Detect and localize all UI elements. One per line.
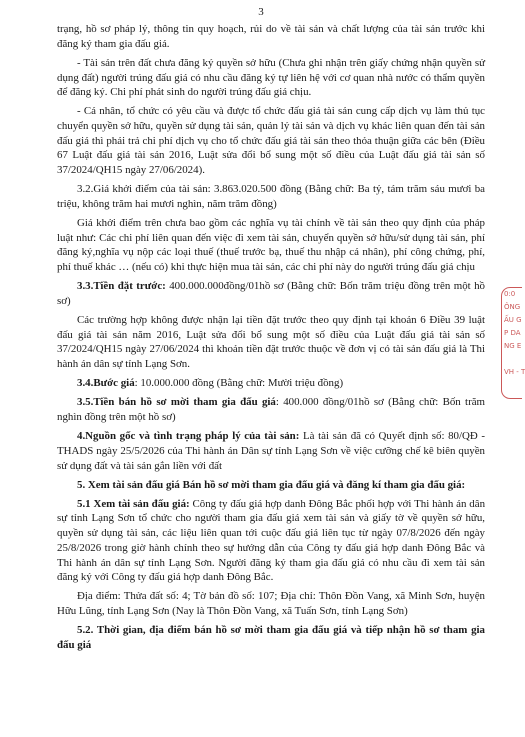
location-paragraph: Địa điểm: Thửa đất số: 4; Tờ bản đồ số: 107; Địa chỉ: Thôn Đồn Vang, xã Minh Sơn, huyện Hữu Lũng, tỉnh Lạng Sơn (Nay là Thôn Đồn Vang, xã Tuấn Sơn, tỉnh Lạng Sơn) xyxy=(57,590,485,617)
starting-price-paragraph: 3.2.Giá khởi điểm của tài sản: 3.863.020.500 đồng (Bằng chữ: Ba tỷ, tám trăm sáu mươi ba triệu, không trăm hai mươi nghìn, năm trăm đồng) xyxy=(57,183,485,210)
section-heading: 5.2. Thời gian, địa điểm bán hồ sơ mời tham gia đấu giá và tiếp nhận hồ sơ tham gia đấu giá xyxy=(57,624,485,651)
deposit-paragraph: 3.3.Tiền đặt trước: 400.000.000đồng/01hồ sơ (Bằng chữ: Bốn trăm triệu đồng trên một hồ sơ) xyxy=(57,280,485,307)
section-heading: 5. Xem tài sản đấu giá Bán hồ sơ mời tham gia đấu giá và đăng kí tham gia đấu giá: xyxy=(77,478,466,491)
page-number: 3 xyxy=(258,6,264,18)
paragraph: Các trường hợp không được nhận lại tiền đặt trước theo quy định tại khoản 6 Điều 39 luật đấu giá tài sản năm 2016, Luật sửa đổi bổ sung một số điều của Luật đấu giá tài sản số 37/2024/QH15 ngày 27/06/2024 thì khoản tiền đặt trước thuộc về đơn vị có tài sản đấu giá là Thi hành án dân sự tỉnh Lạng Sơn. xyxy=(57,314,485,371)
paragraph: trạng, hồ sơ pháp lý, thông tin quy hoạch, rủi do về tài sản và chất lượng của tài sản trước khi đăng ký tham gia đấu giá. xyxy=(57,23,485,50)
viewing-paragraph: 5.1 Xem tài sản đấu giá: Công ty đấu giá hợp danh Đông Bắc phối hợp với Thi hành án dân sự tỉnh Lạng Sơn tổ chức cho người tham gia đấu giá xem tài sản và giấy tờ về quyền sở hữu, quyền sử dụng tài sản, các liệu liên quan tới cuộc đấu giá liên tục từ ngày 07/8/2026 đến ngày 25/8/2026 trong giờ hành chính theo sự hướng dẫn của Công ty đấu giá hợp danh Đông Bắc và Thi hành án dân sự tỉnh Lạng Sơn. Người đăng ký tham gia đấu giá có nhu cầu đi xem tài sản đăng ký với Công ty đấu giá hợp danh Đông Bắc. xyxy=(57,497,486,584)
paragraph: - Cá nhân, tổ chức có yêu cầu và được tổ chức đấu giá tài sản cung cấp dịch vụ làm thủ tục chuyển quyền sở hữu, quyền sử dụng tài sản, quản lý tài sản và dịch vụ khác liên quan đến tài sản đấu giá thì phải trả chi phí dịch vụ cho tổ chức đấu giá tài sản theo thỏa thuận giữa các bên (Điều 67 Luật đấu giá tài sản 2016, Luật sửa đổi bổ sung một số điều của Luật đấu giá tài sản số 37/2024/QH15 ngày 27/06/2024). xyxy=(57,105,485,177)
legal-status-paragraph: 4.Nguồn gốc và tình trạng pháp lý của tài sản: Là tài sản đã có Quyết định số: 80/QĐ - THADS ngày 25/5/2026 của Thi hành án Dân sự tỉnh Lạng Sơn về việc cưỡng chế kê biên quyền sử dụng đất và tài sản gắn liền với đất xyxy=(57,430,485,472)
seal-stamp: 0:0 ÔNG ẤU G P DA NG E VH - T xyxy=(501,287,522,399)
paragraph: Giá khởi điểm trên chưa bao gồm các nghĩa vụ tài chính về tài sản theo quy định của pháp luật như: Các chi phí liên quan đến việc đi xem tài sản, chuyển quyền sở hữu/sử dụng tài sản, phí đăng ký,nghĩa vụ nộp các loại thuế (thuế trước bạ, thuế thu nhập cá nhân), phí công chứng, phí, phí thuế khác … (nếu có) khi thực hiện mua tài sản, các chi phí này do người trúng đấu giá chịu xyxy=(57,217,485,274)
dossier-fee-paragraph: 3.5.Tiền bán hồ sơ mời tham gia đấu giá: 400.000 đồng/01hồ sơ (Bằng chữ: Bốn trăm nghìn đồng trên một hồ sơ) xyxy=(57,396,486,423)
document-body xyxy=(57,22,485,657)
paragraph: - Tài sản trên đất chưa đăng ký quyền sở hữu (Chưa ghi nhận trên giấy chứng nhận quyền sử dụng đất) người trúng đấu giá có nhu cầu đăng ký tự liên hệ với cơ quan nhà nước có thẩm quyền để đăng ký. Chi phí phát sinh do người trúng đấu giá chịu. xyxy=(57,56,485,99)
bid-step-paragraph: 3.4.Bước giá: 10.000.000 đồng (Bằng chữ: Mười triệu đồng) xyxy=(77,377,344,390)
